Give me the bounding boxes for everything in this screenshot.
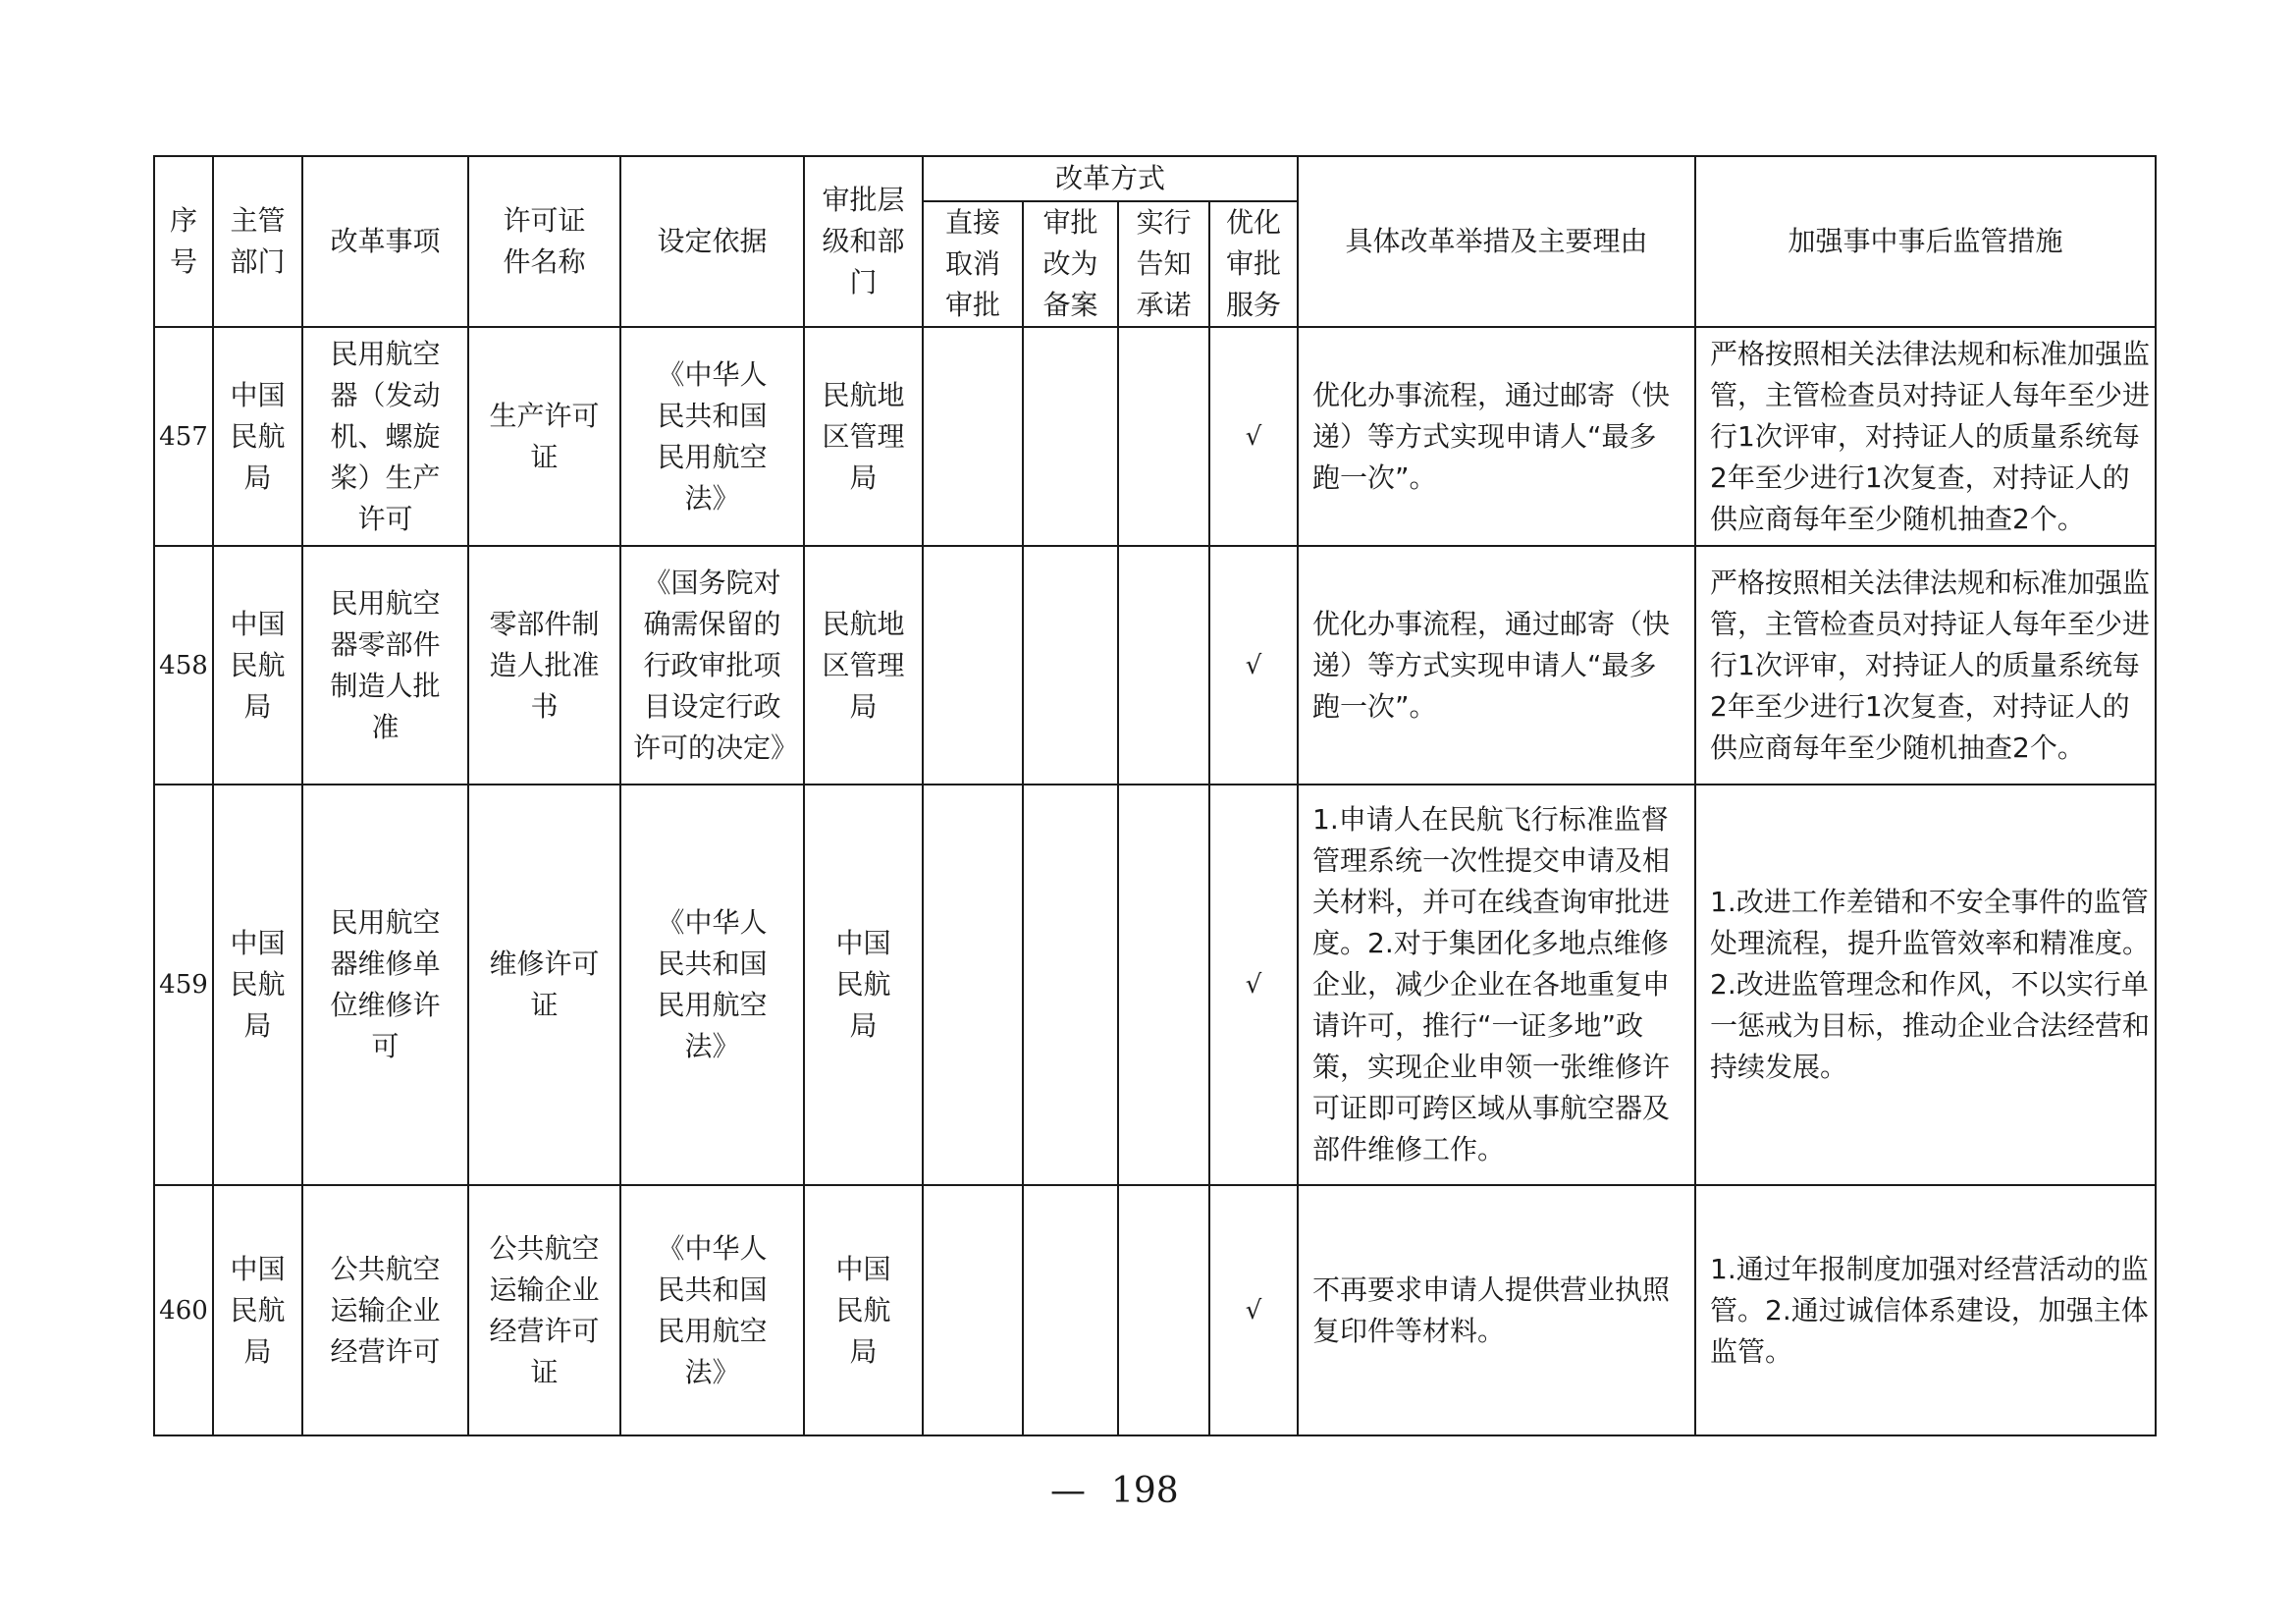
cell-level: 中国民航局 xyxy=(804,1185,923,1435)
cell-method-record xyxy=(1023,546,1118,785)
cell-method-optimize: √ xyxy=(1209,327,1298,546)
cell-method-promise xyxy=(1118,546,1209,785)
cell-seq: 460 xyxy=(154,1185,213,1435)
header-method-optimize: 优化审批服务 xyxy=(1209,201,1298,327)
cell-supervision: 严格按照相关法律法规和标准加强监管，主管检查员对持证人每年至少进行1次评审，对持证人的质量系统每2年至少进行1次复查，对持证人的供应商每年至少随机抽查2个。 xyxy=(1695,327,2156,546)
cell-supervision: 严格按照相关法律法规和标准加强监管，主管检查员对持证人每年至少进行1次评审，对持证人的质量系统每2年至少进行1次复查，对持证人的供应商每年至少随机抽查2个。 xyxy=(1695,546,2156,785)
cell-method-promise xyxy=(1118,1185,1209,1435)
cell-method-record xyxy=(1023,1185,1118,1435)
cell-dept: 中国民航局 xyxy=(213,546,302,785)
header-license: 许可证件名称 xyxy=(468,156,620,327)
cell-dept: 中国民航局 xyxy=(213,1185,302,1435)
cell-level: 民航地区管理局 xyxy=(804,546,923,785)
cell-measures: 1.申请人在民航飞行标准监督管理系统一次性提交申请及相关材料，并可在线查询审批进度。2.对于集团化多地点维修企业，减少企业在各地重复申请许可，推行“一证多地”政策，实现企业申领一张维修许可证即可跨区域从事航空器及部件维修工作。 xyxy=(1298,785,1695,1185)
cell-measures: 不再要求申请人提供营业执照复印件等材料。 xyxy=(1298,1185,1695,1435)
cell-basis: 《中华人民共和国民用航空法》 xyxy=(620,785,804,1185)
cell-supervision: 1.改进工作差错和不安全事件的监管处理流程，提升监管效率和精准度。2.改进监管理念和作风，不以实行单一惩戒为目标，推动企业合法经营和持续发展。 xyxy=(1695,785,2156,1185)
cell-item: 民用航空器维修单位维修许可 xyxy=(302,785,468,1185)
cell-basis: 《中华人民共和国民用航空法》 xyxy=(620,327,804,546)
cell-method-cancel xyxy=(923,546,1023,785)
table-row xyxy=(154,327,2156,546)
cell-method-optimize: √ xyxy=(1209,785,1298,1185)
cell-method-cancel xyxy=(923,1185,1023,1435)
cell-level: 民航地区管理局 xyxy=(804,327,923,546)
cell-license: 零部件制造人批准书 xyxy=(468,546,620,785)
page-number: 198 xyxy=(1111,1471,1179,1511)
cell-license: 公共航空运输企业经营许可证 xyxy=(468,1185,620,1435)
cell-method-cancel xyxy=(923,785,1023,1185)
cell-dept: 中国民航局 xyxy=(213,785,302,1185)
header-method-cancel: 直接取消审批 xyxy=(923,201,1023,327)
cell-method-record xyxy=(1023,785,1118,1185)
header-basis: 设定依据 xyxy=(620,156,804,327)
cell-level: 中国民航局 xyxy=(804,785,923,1185)
header-method-group: 改革方式 xyxy=(923,156,1298,201)
header-seq: 序号 xyxy=(154,156,213,327)
cell-license: 生产许可证 xyxy=(468,327,620,546)
cell-method-cancel xyxy=(923,327,1023,546)
cell-basis: 《国务院对确需保留的行政审批项目设定行政许可的决定》 xyxy=(620,546,804,785)
table-header-row xyxy=(154,156,2156,201)
cell-seq: 457 xyxy=(154,327,213,546)
cell-measures: 优化办事流程，通过邮寄（快递）等方式实现申请人“最多跑一次”。 xyxy=(1298,327,1695,546)
cell-item: 民用航空器（发动机、螺旋桨）生产许可 xyxy=(302,327,468,546)
cell-seq: 458 xyxy=(154,546,213,785)
header-supervision: 加强事中事后监管措施 xyxy=(1695,156,2156,327)
cell-item: 公共航空运输企业经营许可 xyxy=(302,1185,468,1435)
reform-table xyxy=(153,155,2157,1436)
table-row xyxy=(154,785,2156,1185)
cell-measures: 优化办事流程，通过邮寄（快递）等方式实现申请人“最多跑一次”。 xyxy=(1298,546,1695,785)
cell-license: 维修许可证 xyxy=(468,785,620,1185)
cell-method-optimize: √ xyxy=(1209,1185,1298,1435)
cell-item: 民用航空器零部件制造人批准 xyxy=(302,546,468,785)
cell-method-promise xyxy=(1118,327,1209,546)
table-row xyxy=(154,546,2156,785)
header-level: 审批层级和部门 xyxy=(804,156,923,327)
header-method-record: 审批改为备案 xyxy=(1023,201,1118,327)
page-footer xyxy=(1050,1470,1179,1513)
header-method-promise: 实行告知承诺 xyxy=(1118,201,1209,327)
table-row xyxy=(154,1185,2156,1435)
cell-method-record xyxy=(1023,327,1118,546)
cell-supervision: 1.通过年报制度加强对经营活动的监管。2.通过诚信体系建设，加强主体监管。 xyxy=(1695,1185,2156,1435)
header-dept: 主管部门 xyxy=(213,156,302,327)
cell-basis: 《中华人民共和国民用航空法》 xyxy=(620,1185,804,1435)
cell-dept: 中国民航局 xyxy=(213,327,302,546)
cell-method-optimize: √ xyxy=(1209,546,1298,785)
footer-dash: — xyxy=(1050,1471,1086,1511)
cell-seq: 459 xyxy=(154,785,213,1185)
header-item: 改革事项 xyxy=(302,156,468,327)
header-measures: 具体改革举措及主要理由 xyxy=(1298,156,1695,327)
cell-method-promise xyxy=(1118,785,1209,1185)
